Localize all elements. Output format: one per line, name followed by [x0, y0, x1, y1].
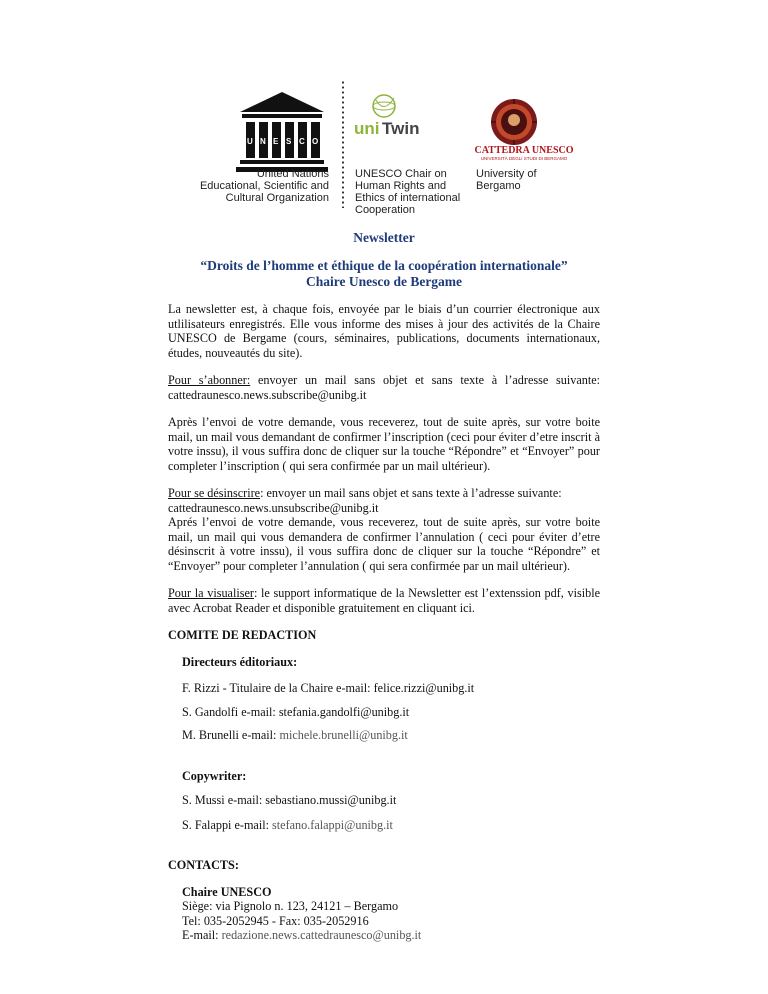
unesco-letter-s: S — [286, 137, 292, 146]
newsletter-body — [168, 302, 600, 943]
unesco-caption-line: Cultural Organization — [225, 192, 329, 204]
copywriter-email[interactable]: sebastiano.mussi@unibg.it — [265, 793, 397, 807]
director-name: S. Gandolfi e-mail: — [182, 704, 279, 719]
copywriter-name: S. Falappi e-mail: — [182, 817, 273, 832]
subscribe-paragraph — [168, 373, 600, 402]
unsubscribe-email[interactable]: cattedraunesco.news.unsubscribe@unibg.it — [168, 500, 379, 515]
contacts-email-label: E-mail: — [182, 928, 222, 942]
director-name: M. Brunelli e-mail: — [182, 728, 280, 742]
director-email[interactable]: stefania.gandolfi@unibg.it — [278, 704, 410, 719]
contacts-tel: Tel: 035-2052945 - Fax: 035-2052916 — [182, 913, 369, 928]
unesco-letter-c: C — [299, 137, 305, 146]
university-seal-icon — [490, 98, 538, 146]
unitwin-uni-text: uni — [354, 119, 380, 138]
director-email[interactable]: michele.brunelli@unibg.it — [279, 728, 408, 742]
director-row — [168, 705, 600, 720]
view-label[interactable]: Pour la visualiser — [168, 586, 254, 600]
unitwin-twin-text: Twin — [382, 119, 420, 138]
director-row — [168, 728, 600, 743]
copywriter-row — [168, 793, 600, 808]
director-email[interactable]: felice.rizzi@unibg.it — [373, 681, 475, 695]
unitwin-caption-line: Ethics of international — [355, 192, 461, 204]
director-row — [168, 681, 600, 696]
cattedra-label — [459, 146, 589, 162]
unsubscribe-paragraph — [168, 486, 600, 573]
contacts-address: Siège: via Pignolo n. 123, 24121 – Bergamo — [182, 899, 399, 913]
contacts-email[interactable]: redazione.news.cattedraunesco@unibg.it — [221, 928, 422, 942]
after-subscribe-paragraph: Après l’envoi de votre demande, vous receverez, tout de suite après, sur votre boite mail, un mail vous demandant de confirmer l’inscription (ceci pour éviter d’etre inscrit à votre inssu), il vous suffira donc de cliquer sur la touche “Répondre” et “Envoyer” pour completer l’inscription ( qui sera confirmée par un mail ultérieur). — [168, 415, 600, 473]
cattedra-title: CATTEDRA UNESCO — [474, 145, 574, 156]
unesco-letter-e: E — [273, 137, 279, 146]
contacts-block — [168, 885, 600, 943]
view-text: : le support informatique de la Newsletter est l’extenssion pdf, visible avec Acrobat Reader et disponible gratuitement en cliquant ici. — [168, 586, 600, 615]
newsletter-title: Newsletter — [353, 230, 415, 245]
cattedra-subtitle: UNIVERSITÀ DEGLI STUDI DI BERGAMO — [480, 156, 568, 161]
intro-paragraph: La newsletter est, à chaque fois, envoyée par le biais d’un courrier électronique aux utlilisateurs enregistrés. Elle vous informe des mises à jour des activités de la Chaire UNESCO de Bergame (cours, séminaires, publications, documents internationaux, études, nouveautés du site). — [168, 302, 600, 360]
unesco-letter-o: O — [312, 137, 319, 146]
unitwin-caption-line: Human Rights and — [355, 180, 447, 192]
unitwin-caption — [355, 168, 480, 216]
dotted-divider — [341, 80, 345, 208]
unsubscribe-label[interactable]: Pour se désinscrire — [168, 486, 261, 500]
director-name: F. Rizzi - Titulaire de la Chaire e-mail: — [182, 681, 374, 695]
university-caption-line: Bergamo — [476, 180, 521, 192]
unesco-temple-logo — [236, 90, 328, 176]
contacts-email-row — [182, 928, 600, 943]
header-logos — [196, 78, 586, 216]
unesco-caption-line: United Nations — [256, 168, 329, 180]
university-caption — [476, 168, 586, 192]
unitwin-caption-line: Cooperation — [355, 204, 415, 216]
unsubscribe-after: Aprés l’envoi de votre demande, vous receverez, tout de suite après, sur votre boite mail, un mail qui vous demandera de confirmer l’annulation ( ceci pour éviter d’etre désinscrit à votre inssu), il vous suffira donc de cliquer sur la touche “Répondre” et “Envoyer” pour completer l’annulation ( qui sera confirmée par un mail ultérieur). — [168, 515, 600, 573]
committee-heading: COMITE DE REDACTION — [168, 628, 317, 642]
unesco-letter-u: U — [247, 137, 253, 146]
unsubscribe-text: : envoyer un mail sans objet et sans texte à l’adresse suivante: — [260, 486, 562, 500]
unitwin-logo — [354, 90, 424, 150]
newsletter-subtitle — [0, 258, 768, 290]
copywriter-heading: Copywriter: — [182, 768, 247, 783]
copywriter-name: S. Mussi e-mail: — [182, 793, 266, 807]
copywriter-email[interactable]: stefano.falappi@unibg.it — [272, 817, 393, 832]
subtitle-line-2: Chaire Unesco de Bergame — [305, 274, 463, 289]
copywriter-row — [168, 818, 600, 833]
unesco-letter-n: N — [260, 137, 266, 146]
subscribe-label[interactable]: Pour s’abonner: — [168, 373, 251, 387]
university-caption-line: University of — [476, 168, 537, 180]
directors-heading: Directeurs éditoriaux: — [182, 654, 298, 669]
unesco-caption — [196, 168, 329, 204]
contacts-org: Chaire UNESCO — [182, 884, 272, 899]
view-paragraph — [168, 586, 600, 615]
contacts-heading: CONTACTS: — [168, 858, 239, 872]
subscribe-text: envoyer un mail sans objet et sans texte à l’adresse suivante: cattedraunesco.news.subscribe@unibg.it — [168, 373, 601, 402]
subtitle-line-1: “Droits de l’homme et éthique de la coopération internationale” — [200, 258, 568, 273]
unesco-caption-line: Educational, Scientific and — [199, 180, 329, 192]
unitwin-caption-line: UNESCO Chair on — [355, 168, 447, 180]
